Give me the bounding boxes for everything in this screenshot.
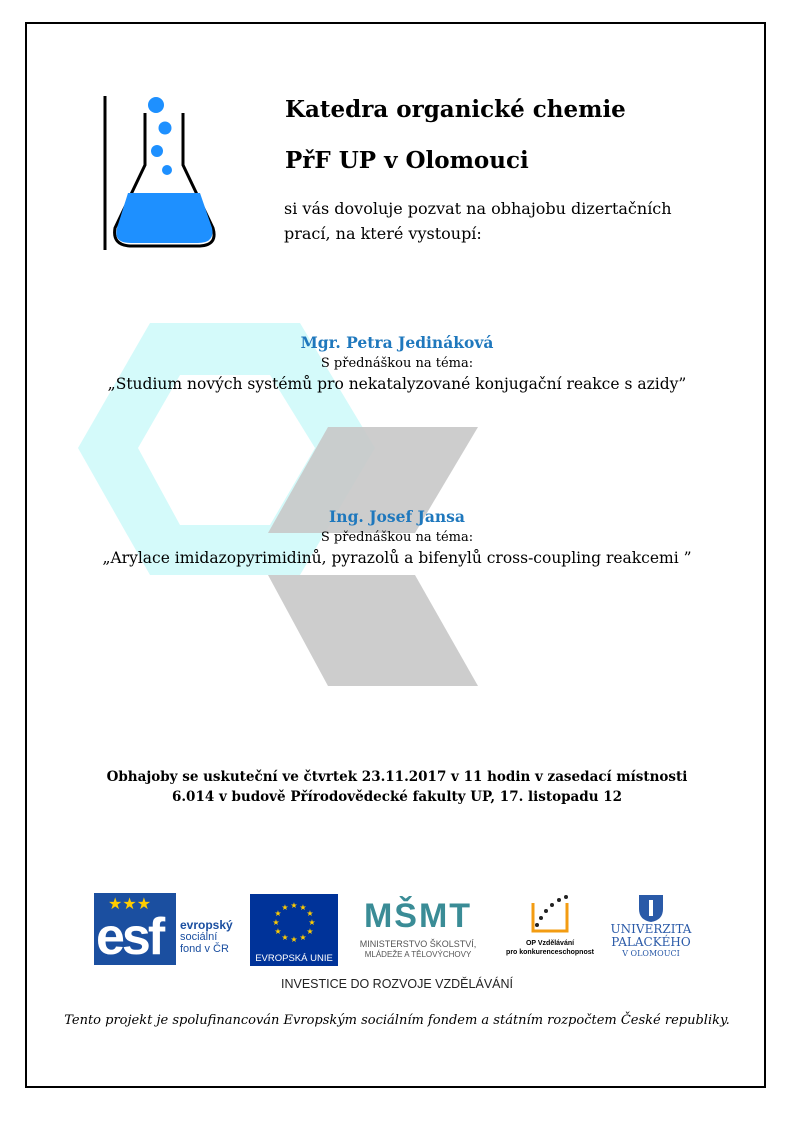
speaker-subtitle: S přednáškou na téma: [320,356,474,371]
esf-big-text: esf [96,908,163,966]
notice-line-2: 6.014 v budově Přírodovědecké fakulty UP, 17. listopadu 12 [171,789,623,805]
msmt-mark: MŠMT [363,897,473,935]
esf-caption [180,919,233,955]
svg-text:★: ★ [290,901,298,910]
op-vk-logo [500,893,600,968]
op-line-2: pro konkurenceschopnost [506,949,594,956]
eu-label: EVROPSKÁ UNIE [250,952,338,966]
funding-note: Tento projekt je spolufinancován Evropským sociálním fondem a státním rozpočtem České republiky. [64,1013,730,1028]
investice-tagline: INVESTICE DO ROZVOJE VZDĚLÁVÁNÍ [281,977,513,991]
msmt-line-2: MLÁDEŽE A TĚLOVÝCHOVY [364,950,472,959]
svg-text:★: ★ [281,933,289,942]
op-vk-icon [523,893,577,939]
gray-lower-shape [268,575,478,686]
notice-line-1: Obhajoby se uskuteční ve čtvrtek 23.11.2017 v 11 hodin v zasedací místnosti [106,769,688,785]
svg-text:★: ★ [306,909,314,918]
esf-caption-line-3: fond v ČR [180,943,229,955]
msmt-logo [343,893,493,968]
upol-line-2: PALACKÉHO [611,935,691,949]
svg-text:★: ★ [299,903,307,912]
svg-text:★: ★ [306,927,314,936]
upol-logo [601,893,701,968]
defense-notice [0,767,794,807]
svg-text:★: ★ [274,909,282,918]
upol-line-1: UNIVERZITA [610,922,692,936]
svg-text:★: ★ [299,933,307,942]
svg-text:★: ★ [290,935,298,944]
svg-text:★: ★ [274,927,282,936]
esf-caption-line-1: evropský [180,918,233,932]
speaker-name: Ing. Josef Jansa [329,507,465,526]
esf-stars-icon: ★★★ [108,896,152,913]
svg-text:★: ★ [308,918,316,927]
invitation-line-2: prací, na které vystoupí: [284,224,482,243]
flask-icon [100,93,225,253]
invitation-line-1: si vás dovoluje pozvat na obhajobu dizertačních [284,199,672,218]
eu-flag-icon [250,894,338,952]
svg-text:★: ★ [272,918,280,927]
speaker-topic: „Arylace imidazopyrimidinů, pyrazolů a bifenylů cross-coupling reakcemi ” [102,549,692,567]
speaker-subtitle: S přednáškou na téma: [320,530,474,545]
department-title: Katedra organické chemie [285,96,626,123]
esf-mark [94,893,176,965]
esf-caption-line-2: sociální [180,931,218,943]
speaker-name: Mgr. Petra Jedináková [300,333,494,352]
speaker-topic: „Studium nových systémů pro nekatalyzované konjugační reakce s azidy” [107,375,687,393]
eu-logo [250,894,338,966]
speaker-block-1 [0,333,794,393]
upol-line-3: V OLOMOUCI [622,949,680,958]
svg-text:★: ★ [281,903,289,912]
upol-shield-icon [637,893,665,923]
op-line-1: OP Vzdělávání [525,940,575,947]
faculty-title: PřF UP v Olomouci [285,147,529,174]
speaker-block-2 [0,507,794,567]
invitation-text [284,196,704,246]
esf-logo [94,893,244,968]
msmt-line-1: MINISTERSTVO ŠKOLSTVÍ, [359,939,477,949]
